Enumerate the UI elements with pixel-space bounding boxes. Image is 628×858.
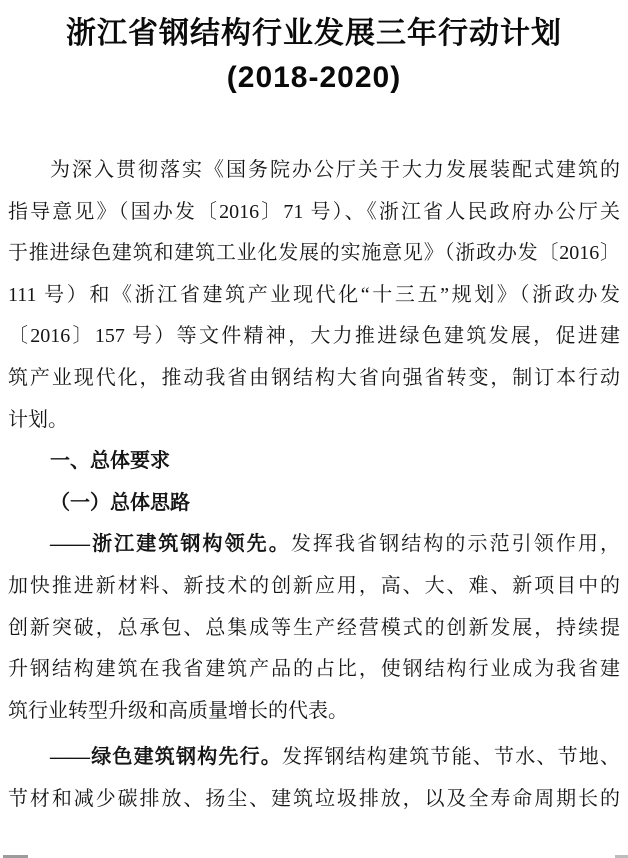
- paragraph2-line5: 筑行业转型升级和高质量增长的代表。: [8, 699, 348, 722]
- section-heading-overall-requirements: 一、总体要求: [50, 450, 170, 473]
- paragraph1-line4: 111 号）和《浙江省建筑产业现代化“十三五”规划》（浙政办发: [8, 283, 620, 306]
- document-body: [0, 150, 628, 821]
- paragraph3-line1: [8, 737, 620, 779]
- document-title-years: (2018-2020): [226, 61, 402, 94]
- paragraph2-line1: [8, 524, 620, 566]
- paragraph1-line1: 为深入贯彻落实《国务院办公厅关于大力发展装配式建筑的: [50, 159, 620, 181]
- paragraph1-line5: 〔2016〕157 号）等文件精神，大力推进绿色建筑发展，促进建: [8, 325, 620, 348]
- paragraph3-line1-text: 发挥钢结构建筑节能、节水、节地、: [282, 746, 620, 769]
- paragraph1-line3: 于推进绿色建筑和建筑工业化发展的实施意见》（浙政办发〔2016〕: [8, 242, 620, 265]
- paragraph1-line6: 筑产业现代化，推动我省由钢结构大省向强省转变，制订本行动: [8, 366, 620, 389]
- paragraph3-line2: 节材和减少碳排放、扬尘、建筑垃圾排放，以及全寿命周期长的: [8, 787, 620, 810]
- paragraph2-lead-bold: ——浙江建筑钢构领先。: [50, 533, 291, 556]
- paragraph2-line3: 创新突破，总承包、总集成等生产经营模式的创新发展，持续提: [8, 616, 620, 639]
- paragraph1-line7: 计划。: [8, 408, 68, 431]
- document-title: 浙江省钢结构行业发展三年行动计划: [66, 17, 562, 50]
- paragraph3-lead-bold: ——绿色建筑钢构先行。: [50, 746, 282, 769]
- paragraph2-line2: 加快推进新材料、新技术的创新应用，高、大、难、新项目中的: [8, 574, 620, 597]
- subsection-heading-overall-approach: （一）总体思路: [50, 491, 190, 514]
- paragraph2-line4: 升钢结构建筑在我省建筑产品的占比，使钢结构行业成为我省建: [8, 658, 620, 681]
- paragraph2-line1-text: 发挥我省钢结构的示范引领作用，: [290, 533, 620, 556]
- paragraph1-line2: 指导意见》（国办发〔2016〕71 号）、《浙江省人民政府办公厅关: [8, 200, 620, 223]
- document-title-block: [0, 0, 628, 100]
